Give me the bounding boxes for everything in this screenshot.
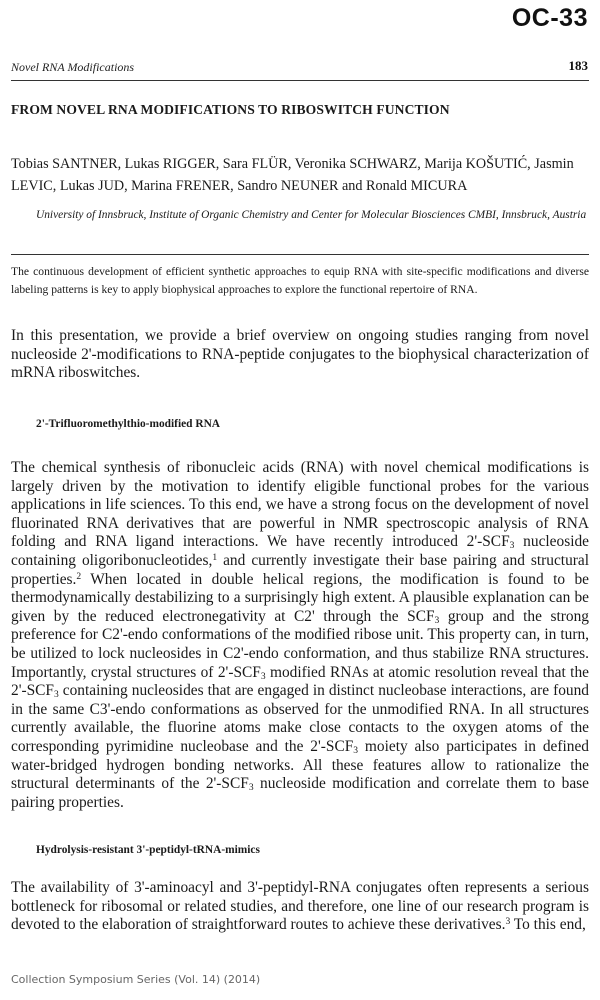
subscript: 3 [509,540,515,552]
text-run: and currently investigate their base pairing and structural properties. [11,551,590,588]
paper-title: FROM NOVEL RNA MODIFICATIONS TO RIBOSWITCH FUNCTION [11,102,450,117]
text-run: The chemical synthesis of ribonucleic acids (RNA) with novel chemical modifications is largely driven by the motivation to identify eligible functional probes for the various applications in life sciences. To this end, we have a strong focus on the development of novel fluorinated RNA derivatives that are powerful in NMR spectroscopic analysis of RNA folding and RNA ligand interactions. We have recently introduced 2'-SCF [11,459,589,551]
text-run: moiety also participates in defined water-bridged hydrogen bonding networks. All these features allow to rationalize the structural determinants of the 2'-SCF [11,737,589,793]
header-rule [11,80,589,81]
affiliation: University of Innsbruck, Institute of Organic Chemistry and Center for Molecular Biosciences CMBI, Innsbruck, Austria [36,209,587,221]
abstract-text: The continuous development of efficient synthetic approaches to equip RNA with site-specific modifications and diverse labeling patterns is key to apply biophysical approaches to explore the functional repertoire of RNA. [11,265,589,296]
subscript: 3 [53,689,59,701]
footer-citation: Collection Symposium Series (Vol. 14) (2014) [11,973,261,986]
text-run: The availability of 3'-aminoacyl and 3'-peptidyl-RNA conjugates often represents a serious bottleneck for ribosomal or related studies, and therefore, one line of our research program is devoted to the elaboration of straightforward routes to achieve these derivatives. [11,879,589,934]
reference-marker: 2 [76,570,82,582]
page-number: 183 [568,58,588,73]
section-heading-scf3: 2'-Trifluoromethylthio-modified RNA [36,418,221,430]
abstract-rule [11,254,589,255]
section-heading-peptidyl: Hydrolysis-resistant 3'-peptidyl-tRNA-mimics [36,844,260,856]
subscript: 3 [260,670,266,682]
subscript: 3 [353,744,359,756]
subscript: 3 [248,782,254,793]
reference-marker: 1 [212,551,218,563]
text-run: When located in double helical regions, the modification is found to be thermodynamically destabilizing to a surprisingly high extent. A plausible explanation can be given by the reduced electronegativity at C2' through the SCF [11,570,589,625]
text-run: containing nucleosides that are engaged in distinct nucleobase interactions, are found in the same C3'-endo conformations as observed for the unmodified RNA. In all structures currently available, the fluorine atoms make close contacts to the oxygen atoms of the corresponding pyrimidine nucleobase and the 2'-SCF [11,682,589,755]
text-run: modified RNAs at atomic resolution reveal that the 2'-SCF [11,663,589,700]
intro-paragraph: In this presentation, we provide a brief overview on ongoing studies ranging from novel nucleoside 2'-modifications to RNA-peptide conjugates to the biophysical characterization of mRNA riboswitches. [11,327,589,382]
running-head: Novel RNA Modifications [11,60,135,74]
text-run: group and the strong preference for C2'-endo conformations of the modified ribose unit. This property can, in turn, be utilized to lock nucleosides in C2'-endo conformation, and thus stabilize RNA structures. Importantly, crystal structures of 2'-SCF [11,607,589,681]
section-paragraph-peptidyl [11,879,589,935]
reference-marker: 3 [505,915,511,927]
abstract-code: OC-33 [511,4,588,32]
subscript: 3 [434,614,440,626]
text-run: nucleoside modification and correlate them to base pairing properties. [11,775,590,811]
section-paragraph-scf3 [11,459,589,812]
text-run: nucleoside containing oligoribonucleotides, [11,533,589,569]
text-run: To this end, [510,916,586,934]
author-list: Tobias SANTNER, Lukas RIGGER, Sara FLÜR, Veronika SCHWARZ, Marija KOŠUTIĆ, Jasmin LEVIC, Lukas JUD, Marina FRENER, Sandro NEUNER and Ronald MICURA [11,156,574,194]
